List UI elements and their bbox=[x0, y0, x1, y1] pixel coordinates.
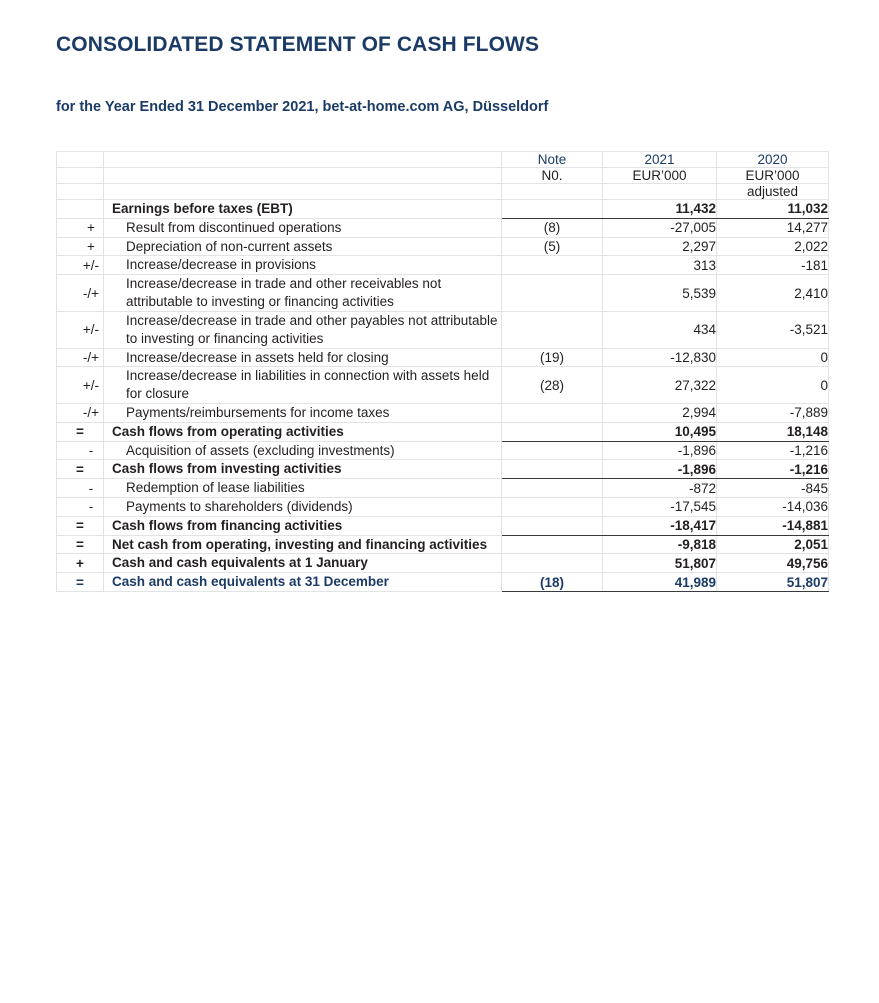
row-sign: - bbox=[57, 498, 104, 517]
row-sign: + bbox=[57, 554, 104, 573]
row-value-2021: -9,818 bbox=[603, 535, 717, 554]
unit-spacer-label bbox=[104, 168, 502, 184]
row-value-2021: 2,297 bbox=[603, 237, 717, 256]
row-sign: - bbox=[57, 441, 104, 460]
row-sign: + bbox=[57, 237, 104, 256]
row-value-2020: -14,036 bbox=[717, 498, 829, 517]
row-note-ref bbox=[502, 200, 603, 219]
row-value-2020: -1,216 bbox=[717, 441, 829, 460]
table-row bbox=[57, 311, 829, 348]
row-label: Payments/reimbursements for income taxes bbox=[104, 403, 502, 422]
table-row bbox=[57, 275, 829, 312]
row-note-ref bbox=[502, 554, 603, 573]
row-label: Acquisition of assets (excluding investments) bbox=[104, 441, 502, 460]
row-note-ref bbox=[502, 256, 603, 275]
table-row bbox=[57, 348, 829, 367]
column-header-note: Note bbox=[502, 152, 603, 168]
row-label: Cash flows from investing activities bbox=[104, 460, 502, 479]
row-note-ref bbox=[502, 422, 603, 441]
row-label: Increase/decrease in liabilities in connection with assets held for closure bbox=[104, 367, 502, 404]
row-value-2021: 313 bbox=[603, 256, 717, 275]
row-note-ref bbox=[502, 479, 603, 498]
table-row bbox=[57, 422, 829, 441]
table-row bbox=[57, 573, 829, 592]
row-value-2021: -1,896 bbox=[603, 441, 717, 460]
row-label: Increase/decrease in assets held for closing bbox=[104, 348, 502, 367]
row-sign: = bbox=[57, 422, 104, 441]
row-value-2021: 11,432 bbox=[603, 200, 717, 219]
row-note-ref bbox=[502, 460, 603, 479]
row-note-ref bbox=[502, 275, 603, 312]
row-sign: -/+ bbox=[57, 403, 104, 422]
adjusted-spacer-sign bbox=[57, 184, 104, 200]
page-title: CONSOLIDATED STATEMENT OF CASH FLOWS bbox=[56, 33, 540, 56]
column-subheader-note-no: N0. bbox=[502, 168, 603, 184]
row-sign: +/- bbox=[57, 311, 104, 348]
row-value-2020: 51,807 bbox=[717, 573, 829, 592]
row-value-2020: 2,022 bbox=[717, 237, 829, 256]
row-label: Earnings before taxes (EBT) bbox=[104, 200, 502, 219]
row-label: Net cash from operating, investing and financing activities bbox=[104, 535, 502, 554]
table-header-row-adjusted bbox=[57, 184, 829, 200]
row-value-2021: -17,545 bbox=[603, 498, 717, 517]
row-sign: +/- bbox=[57, 367, 104, 404]
row-value-2020: -1,216 bbox=[717, 460, 829, 479]
row-value-2021: -12,830 bbox=[603, 348, 717, 367]
row-value-2021: -872 bbox=[603, 479, 717, 498]
unit-spacer-sign bbox=[57, 168, 104, 184]
table-row bbox=[57, 441, 829, 460]
row-value-2021: 27,322 bbox=[603, 367, 717, 404]
row-note-ref bbox=[502, 311, 603, 348]
row-sign: - bbox=[57, 479, 104, 498]
row-value-2020: 0 bbox=[717, 348, 829, 367]
row-value-2020: -3,521 bbox=[717, 311, 829, 348]
adjusted-note-empty bbox=[502, 184, 603, 200]
row-sign: -/+ bbox=[57, 348, 104, 367]
row-label: Cash and cash equivalents at 31 December bbox=[104, 573, 502, 592]
row-value-2020: 18,148 bbox=[717, 422, 829, 441]
row-sign: = bbox=[57, 516, 104, 535]
column-subheader-unit-2021: EUR’000 bbox=[603, 168, 717, 184]
row-label: Increase/decrease in provisions bbox=[104, 256, 502, 275]
row-label: Cash flows from financing activities bbox=[104, 516, 502, 535]
row-value-2020: 11,032 bbox=[717, 200, 829, 219]
row-value-2020: 0 bbox=[717, 367, 829, 404]
row-note-ref bbox=[502, 403, 603, 422]
row-note-ref bbox=[502, 441, 603, 460]
row-label: Result from discontinued operations bbox=[104, 218, 502, 237]
row-value-2021: 41,989 bbox=[603, 573, 717, 592]
table-row bbox=[57, 535, 829, 554]
cash-flow-table bbox=[56, 151, 829, 592]
row-value-2020: -14,881 bbox=[717, 516, 829, 535]
row-value-2020: -181 bbox=[717, 256, 829, 275]
row-sign bbox=[57, 200, 104, 219]
row-label: Increase/decrease in trade and other receivables not attributable to investing or financing activities bbox=[104, 275, 502, 312]
row-value-2021: 10,495 bbox=[603, 422, 717, 441]
row-note-ref: (19) bbox=[502, 348, 603, 367]
table-row bbox=[57, 554, 829, 573]
row-value-2021: 51,807 bbox=[603, 554, 717, 573]
row-value-2020: -7,889 bbox=[717, 403, 829, 422]
row-sign: = bbox=[57, 573, 104, 592]
table-row bbox=[57, 479, 829, 498]
row-value-2021: 2,994 bbox=[603, 403, 717, 422]
table-body bbox=[57, 152, 829, 592]
table-header-row-units bbox=[57, 168, 829, 184]
table-row bbox=[57, 498, 829, 517]
row-label: Depreciation of non-current assets bbox=[104, 237, 502, 256]
row-note-ref: (5) bbox=[502, 237, 603, 256]
row-value-2021: 434 bbox=[603, 311, 717, 348]
row-label: Increase/decrease in trade and other payables not attributable to investing or financing activities bbox=[104, 311, 502, 348]
column-header-2021: 2021 bbox=[603, 152, 717, 168]
row-note-ref: (28) bbox=[502, 367, 603, 404]
row-sign: = bbox=[57, 535, 104, 554]
adjusted-spacer-label bbox=[104, 184, 502, 200]
page-subtitle: for the Year Ended 31 December 2021, bet-at-home.com AG, Düsseldorf bbox=[56, 99, 549, 115]
row-note-ref bbox=[502, 535, 603, 554]
table-row bbox=[57, 403, 829, 422]
row-sign: +/- bbox=[57, 256, 104, 275]
column-subheader-adjusted-2020: adjusted bbox=[717, 184, 829, 200]
row-sign: -/+ bbox=[57, 275, 104, 312]
row-label: Redemption of lease liabilities bbox=[104, 479, 502, 498]
row-sign: + bbox=[57, 218, 104, 237]
row-value-2021: -27,005 bbox=[603, 218, 717, 237]
row-value-2021: -18,417 bbox=[603, 516, 717, 535]
row-note-ref bbox=[502, 498, 603, 517]
table-row bbox=[57, 237, 829, 256]
row-label: Payments to shareholders (dividends) bbox=[104, 498, 502, 517]
table-row bbox=[57, 516, 829, 535]
row-value-2020: 2,051 bbox=[717, 535, 829, 554]
table-row bbox=[57, 200, 829, 219]
row-note-ref: (18) bbox=[502, 573, 603, 592]
table-row bbox=[57, 218, 829, 237]
row-value-2020: 14,277 bbox=[717, 218, 829, 237]
row-value-2020: -845 bbox=[717, 479, 829, 498]
row-sign: = bbox=[57, 460, 104, 479]
header-spacer-label bbox=[104, 152, 502, 168]
row-note-ref: (8) bbox=[502, 218, 603, 237]
table-row bbox=[57, 367, 829, 404]
row-label: Cash flows from operating activities bbox=[104, 422, 502, 441]
row-value-2020: 49,756 bbox=[717, 554, 829, 573]
table-row bbox=[57, 256, 829, 275]
row-value-2021: 5,539 bbox=[603, 275, 717, 312]
row-note-ref bbox=[502, 516, 603, 535]
table-header-row-years bbox=[57, 152, 829, 168]
header-spacer-sign bbox=[57, 152, 104, 168]
column-header-2020: 2020 bbox=[717, 152, 829, 168]
table-row bbox=[57, 460, 829, 479]
column-subheader-unit-2020: EUR’000 bbox=[717, 168, 829, 184]
row-value-2020: 2,410 bbox=[717, 275, 829, 312]
row-label: Cash and cash equivalents at 1 January bbox=[104, 554, 502, 573]
row-value-2021: -1,896 bbox=[603, 460, 717, 479]
adjusted-2021-empty bbox=[603, 184, 717, 200]
